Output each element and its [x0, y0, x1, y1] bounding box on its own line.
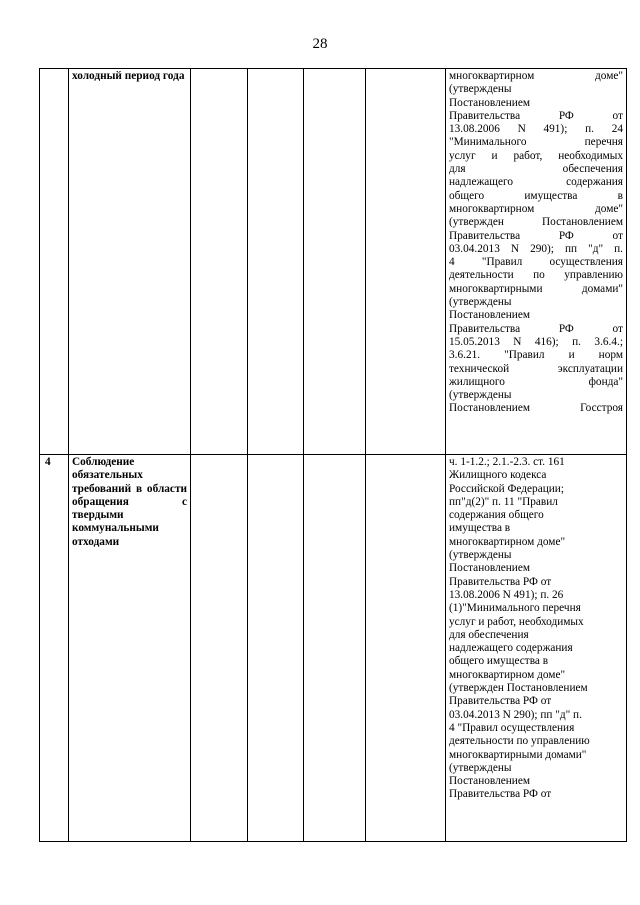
empty-cell	[304, 69, 366, 455]
text-line: имущества в	[449, 522, 511, 535]
text-line: Правительства РФ от	[449, 695, 552, 708]
table-row	[40, 455, 627, 842]
text-line: Постановлением	[449, 309, 530, 322]
empty-cell	[304, 455, 366, 842]
text-line: 03.04.2013 N 290); пп "д" п.	[449, 708, 582, 721]
text-line: 3.6.21. "Правил и норм	[449, 349, 623, 362]
text-line: содержания общего	[449, 509, 544, 522]
text-line: деятельности по управлению	[449, 735, 590, 748]
text-line: многоквартирными домами"	[449, 282, 623, 295]
empty-cell	[191, 455, 248, 842]
text-line: (утвержден Постановлением	[449, 216, 623, 229]
text-line: (1)"Минимального перечня	[449, 602, 581, 615]
empty-cell	[248, 455, 304, 842]
text-line: 13.08.2006 N 491); п. 26	[449, 588, 564, 601]
text-line: Жилищного кодекса	[449, 469, 547, 482]
text-line: (утверждены	[449, 761, 512, 774]
text-line: "Минимального перечня	[449, 136, 623, 149]
table-row	[40, 69, 627, 455]
row-number	[40, 69, 69, 455]
text-line: 4 "Правил осуществления	[449, 256, 623, 269]
text-line: ч. 1-1.2.; 2.1.-2.3. ст. 161	[449, 456, 565, 468]
empty-cell	[191, 69, 248, 455]
text-line: Правительства РФ от	[449, 788, 552, 801]
text-line: общего имущества в	[449, 655, 549, 668]
text-line: для обеспечения	[449, 628, 529, 641]
text-line: услуг и работ, необходимых	[449, 149, 623, 162]
text-line: Правительства РФ от	[449, 229, 623, 242]
empty-cell	[366, 455, 446, 842]
text-line: услуг и работ, необходимых	[449, 615, 584, 628]
requirement-title: холодный период года	[69, 69, 191, 455]
text-line: Постановлением Госстроя	[449, 402, 623, 415]
text-line: многоквартирном доме"	[449, 70, 623, 82]
page-number: 28	[312, 36, 328, 52]
text-line: Российской Федерации;	[449, 482, 564, 495]
text-line: (утверждены	[449, 83, 512, 96]
text-line: пп"д(2)" п. 11 "Правил	[449, 495, 558, 508]
text-line: деятельности по управлению	[449, 269, 623, 282]
row-number: 4	[40, 455, 69, 842]
text-line: надлежащего содержания	[449, 642, 573, 655]
text-line: 03.04.2013 N 290); пп "д" п.	[449, 242, 623, 255]
text-line: (утвержден Постановлением	[449, 682, 588, 695]
text-line: общего имущества в	[449, 189, 623, 202]
text-line: многоквартирном доме"	[449, 535, 566, 548]
text-line: технической эксплуатации	[449, 362, 623, 375]
empty-cell	[366, 69, 446, 455]
text-line: надлежащего содержания	[449, 176, 623, 189]
requirement-title: Соблюдение обязательных требований в области обращения с твердыми коммунальными отходами	[69, 455, 191, 842]
text-line: (утверждены	[449, 549, 512, 562]
text-line: для обеспечения	[449, 163, 623, 176]
text-line: многоквартирном доме"	[449, 202, 623, 215]
text-line: Правительства РФ от	[449, 575, 552, 588]
text-line: многоквартирными домами"	[449, 748, 587, 761]
text-line: 15.05.2013 N 416); п. 3.6.4.;	[449, 335, 623, 348]
text-line: (утверждены	[449, 296, 512, 309]
text-line: Правительства РФ от	[449, 322, 623, 335]
text-line: (утверждены	[449, 389, 512, 402]
text-line: Постановлением	[449, 775, 530, 788]
text-line: 13.08.2006 N 491); п. 24	[449, 123, 623, 136]
text-line: многоквартирном доме"	[449, 668, 566, 681]
requirements-table	[39, 68, 627, 842]
legal-basis-text	[446, 455, 627, 842]
text-line: Постановлением	[449, 562, 530, 575]
text-line: жилищного фонда"	[449, 375, 623, 388]
text-line: Постановлением	[449, 96, 530, 109]
empty-cell	[248, 69, 304, 455]
legal-basis-text	[446, 69, 627, 455]
text-line: 4 "Правил осуществления	[449, 721, 575, 734]
text-line: Правительства РФ от	[449, 109, 623, 122]
